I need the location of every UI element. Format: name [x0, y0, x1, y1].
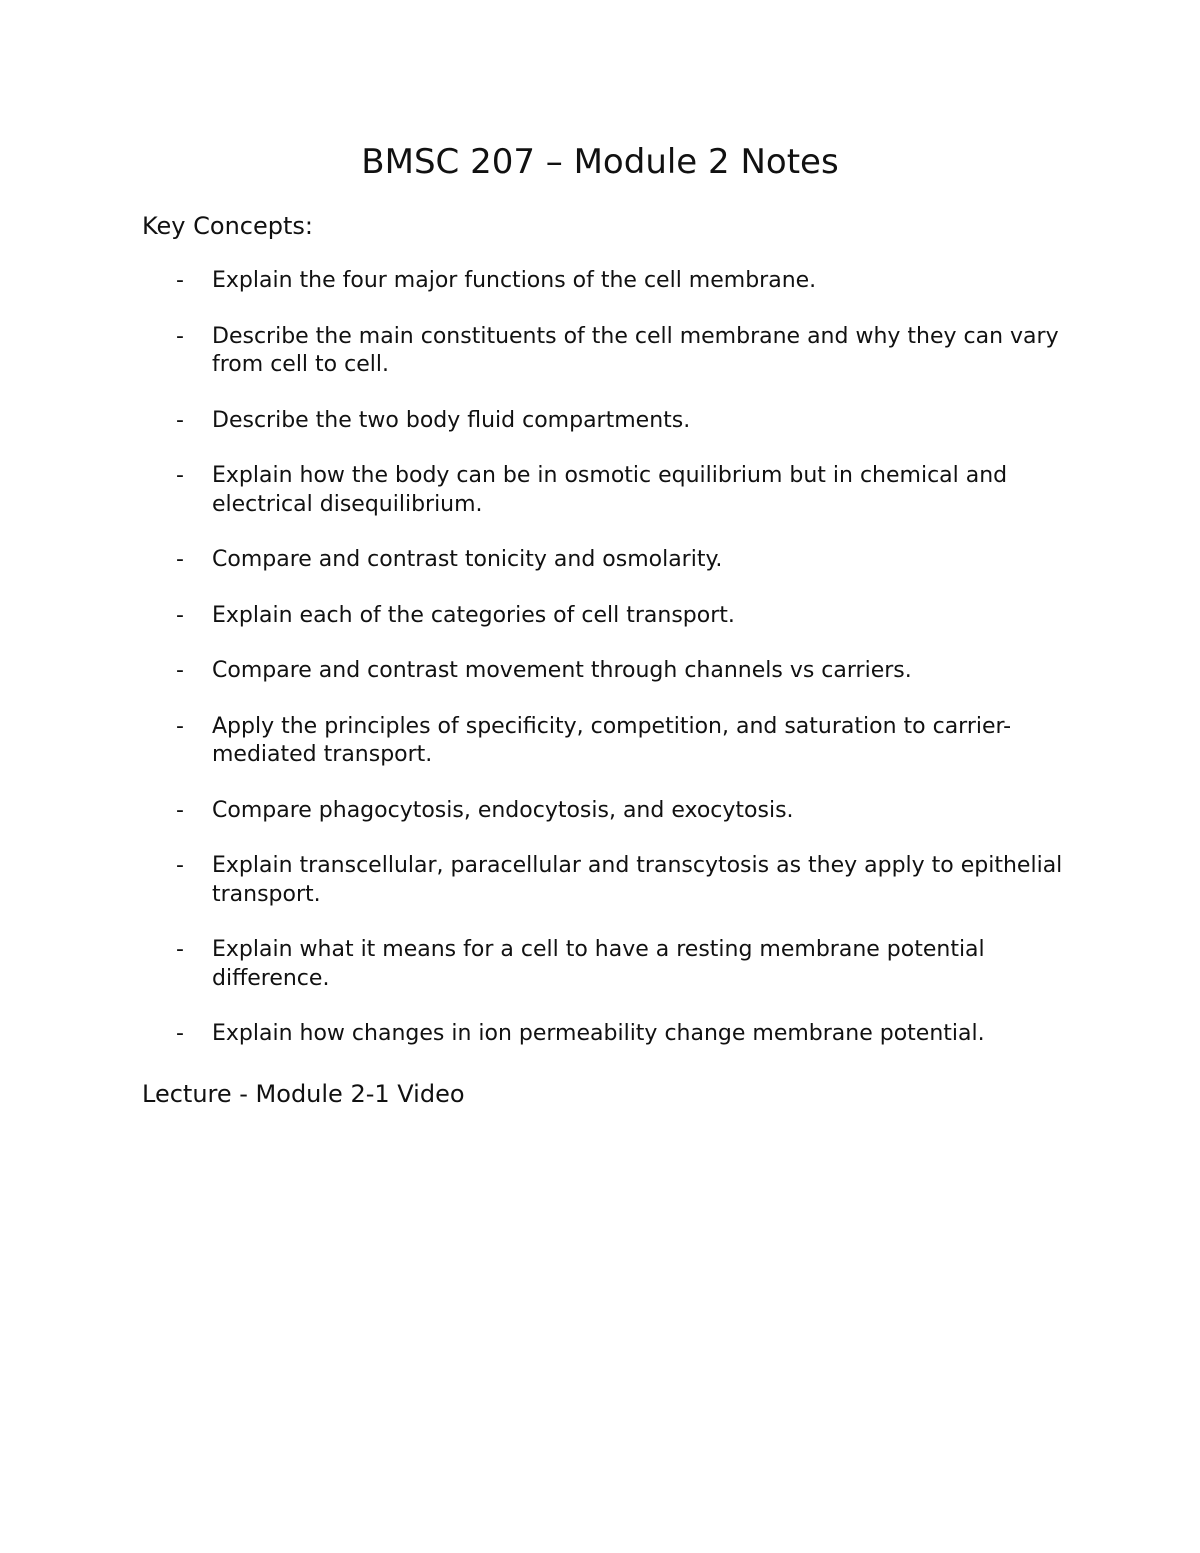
concept-item [0, 852, 1200, 909]
concept-text: Describe the two body fluid compartments. [212, 407, 691, 433]
bullet-dash: - [176, 323, 184, 349]
bullet-dash: - [176, 602, 184, 628]
concept-item [0, 407, 1200, 436]
concept-text: Compare phagocytosis, endocytosis, and exocytosis. [212, 797, 794, 823]
concept-text: Explain the four major functions of the cell membrane. [212, 268, 817, 293]
lecture-heading: Lecture - Module 2-1 Video [142, 1080, 465, 1108]
concept-text: Explain each of the categories of cell transport. [212, 602, 735, 628]
concept-item [0, 1020, 1200, 1049]
key-concepts-list [0, 267, 1200, 1076]
bullet-dash: - [176, 853, 184, 878]
bullet-dash: - [176, 797, 184, 823]
concept-item [0, 936, 1200, 993]
bullet-dash: - [176, 268, 184, 293]
concept-text: Explain transcellular, paracellular and transcytosis as they apply to epithelial transport. [212, 853, 1063, 907]
bullet-dash: - [176, 937, 184, 962]
bullet-dash: - [176, 713, 184, 739]
bullet-dash: - [176, 547, 184, 572]
page-title: BMSC 207 – Module 2 Notes [361, 142, 839, 182]
bullet-dash: - [176, 1021, 184, 1046]
concept-item [0, 546, 1200, 575]
bullet-dash: - [176, 463, 184, 488]
concept-item [0, 323, 1200, 380]
concept-item [0, 602, 1200, 631]
key-concepts-heading: Key Concepts: [142, 212, 313, 240]
concept-item [0, 657, 1200, 686]
concept-text: Compare and contrast tonicity and osmolarity. [212, 547, 723, 572]
concept-text: Describe the main constituents of the cell membrane and why they can vary from cell to cell. [212, 323, 1059, 377]
concept-text: Explain what it means for a cell to have a resting membrane potential difference. [212, 937, 985, 991]
concept-item [0, 713, 1200, 770]
concept-text: Explain how changes in ion permeability change membrane potential. [212, 1021, 985, 1046]
concept-item [0, 797, 1200, 826]
bullet-dash: - [176, 407, 184, 433]
bullet-dash: - [176, 658, 184, 683]
concept-text: Compare and contrast movement through channels vs carriers. [212, 658, 912, 683]
concept-item [0, 462, 1200, 519]
concept-text: Explain how the body can be in osmotic equilibrium but in chemical and electrical disequilibrium. [212, 463, 1008, 517]
concept-item [0, 267, 1200, 296]
concept-text: Apply the principles of specificity, competition, and saturation to carrier-mediated transport. [212, 713, 1012, 767]
